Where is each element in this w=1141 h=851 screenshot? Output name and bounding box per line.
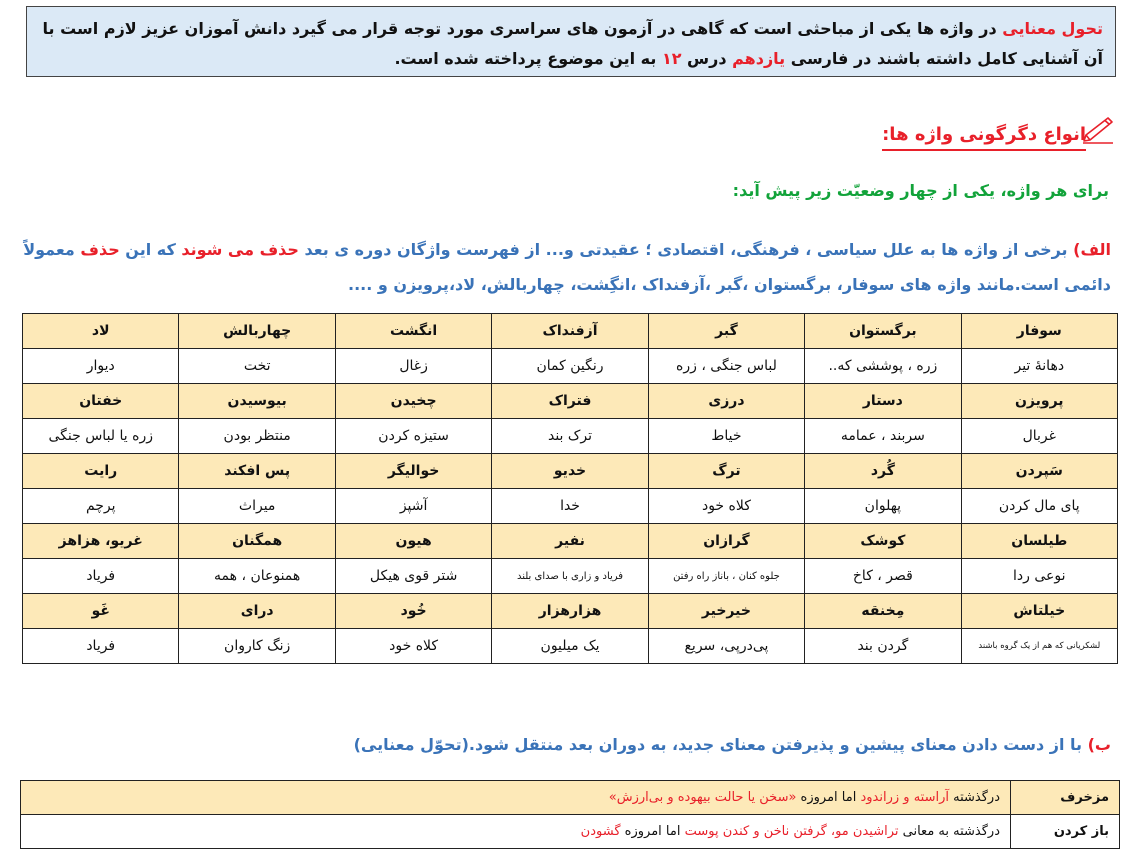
word-row bbox=[23, 314, 1118, 349]
intro-text-c: به این موضوع پرداخته شده است. bbox=[394, 49, 662, 68]
definition-prefix: درگذشته bbox=[949, 790, 1000, 805]
meaning-cell: پی‌درپی، سریع bbox=[648, 629, 804, 664]
word-cell: خیلتاش bbox=[961, 594, 1117, 629]
word-cell: همگنان bbox=[179, 524, 335, 559]
word-cell: غریو، هزاهز bbox=[23, 524, 179, 559]
definition-old: آراسته و زراندود bbox=[860, 790, 949, 805]
meaning-cell: جلوه کنان ، باناز راه رفتن bbox=[648, 559, 804, 594]
meaning-cell: شتر قوی هیکل bbox=[335, 559, 491, 594]
definition-old: تراشیدن مو، گرفتن ناخن و کندن پوست bbox=[684, 824, 899, 839]
meaning-cell: پهلوان bbox=[805, 489, 961, 524]
word-cell: فتراک bbox=[492, 384, 648, 419]
intro-text-a: در واژه ها یکی از مباحثی است که گاهی در آزمون های سراسری مورد توجه قرار می گیرد دانش آموزان عزیز لازم است با آن آشنایی کامل داشته باشند در فارسی bbox=[42, 19, 1103, 68]
meaning-cell: دهانهٔ تیر bbox=[961, 349, 1117, 384]
meaning-cell: غربال bbox=[961, 419, 1117, 454]
meaning-cell: زره یا لباس جنگی bbox=[23, 419, 179, 454]
meaning-cell: پای مال کردن bbox=[961, 489, 1117, 524]
pencil-icon bbox=[1081, 116, 1115, 144]
definition-prefix: درگذشته به معانی bbox=[898, 824, 1000, 839]
word-cell: طیلسان bbox=[961, 524, 1117, 559]
meaning-cell: فریاد و زاری با صدای بلند bbox=[492, 559, 648, 594]
meaning-row bbox=[23, 559, 1118, 594]
meaning-cell: میراث bbox=[179, 489, 335, 524]
definition-mid: اما امروزه bbox=[620, 824, 685, 839]
word-row bbox=[23, 384, 1118, 419]
para-b-label: ب) bbox=[1087, 735, 1111, 754]
intro-grade: یازدهم bbox=[732, 49, 786, 68]
word-cell: خیرخیر bbox=[648, 594, 804, 629]
definition-row bbox=[21, 815, 1120, 849]
para-a-text-c: معمولاً دائمی است.مانند واژه های سوفار، برگستوان ،گبر ،آزفنداک ،انگِشت، چهاربالش، لاد،پرویزن و .... bbox=[23, 240, 1111, 294]
meaning-cell: خدا bbox=[492, 489, 648, 524]
meaning-cell: کلاه خود bbox=[648, 489, 804, 524]
meaning-row bbox=[23, 629, 1118, 664]
meaning-cell: ترک بند bbox=[492, 419, 648, 454]
word-cell: آزفنداک bbox=[492, 314, 648, 349]
word-cell: گبر bbox=[648, 314, 804, 349]
word-cell: کوشک bbox=[805, 524, 961, 559]
word-cell: درزی bbox=[648, 384, 804, 419]
word-cell: چخیدن bbox=[335, 384, 491, 419]
intro-text-b: درس bbox=[681, 49, 733, 68]
definition-new: «سخن یا حالت بیهوده و بی‌ارزش» bbox=[608, 790, 797, 805]
para-a-deletion: حذف bbox=[80, 240, 120, 259]
definition-row bbox=[21, 781, 1120, 815]
meaning-cell: سربند ، عمامه bbox=[805, 419, 961, 454]
word-cell: لاد bbox=[23, 314, 179, 349]
meaning-cell: دیوار bbox=[23, 349, 179, 384]
meaning-cell: لباس جنگی ، زره bbox=[648, 349, 804, 384]
para-a-label: الف) bbox=[1073, 240, 1111, 259]
intro-box bbox=[26, 6, 1116, 77]
word-cell: بیوسیدن bbox=[179, 384, 335, 419]
meaning-cell: رنگین کمان bbox=[492, 349, 648, 384]
definition-new: گشودن bbox=[580, 824, 621, 839]
word-cell: مِخنقه bbox=[805, 594, 961, 629]
para-a-deleted: حذف می شوند bbox=[181, 240, 299, 259]
meaning-row bbox=[23, 349, 1118, 384]
word-cell: رایت bbox=[23, 454, 179, 489]
definition-term: مزخرف bbox=[1011, 781, 1120, 815]
word-cell: ترگ bbox=[648, 454, 804, 489]
words-table bbox=[22, 313, 1118, 664]
meaning-cell: پرچم bbox=[23, 489, 179, 524]
meaning-cell: آشپز bbox=[335, 489, 491, 524]
word-cell: چهاربالش bbox=[179, 314, 335, 349]
meaning-cell: زنگ کاروان bbox=[179, 629, 335, 664]
word-cell: خوالیگر bbox=[335, 454, 491, 489]
para-a-text-b: که این bbox=[119, 240, 182, 259]
intro-term: تحول معنایی bbox=[1002, 19, 1103, 38]
word-cell: دستار bbox=[805, 384, 961, 419]
word-row bbox=[23, 594, 1118, 629]
meaning-cell: یک میلیون bbox=[492, 629, 648, 664]
meaning-cell: همنوعان ، همه bbox=[179, 559, 335, 594]
meaning-cell: منتظر بودن bbox=[179, 419, 335, 454]
para-a-text-a: برخی از واژه ها به علل سیاسی ، فرهنگی، اقتصادی ؛ عقیدتی و... از فهرست واژگان دوره ی بعد bbox=[298, 240, 1074, 259]
meaning-cell: کلاه خود bbox=[335, 629, 491, 664]
word-cell: هزارهزار bbox=[492, 594, 648, 629]
word-cell: سوفار bbox=[961, 314, 1117, 349]
meaning-cell: فریاد bbox=[23, 559, 179, 594]
meaning-row bbox=[23, 489, 1118, 524]
word-cell: هیون bbox=[335, 524, 491, 559]
meaning-cell: خیاط bbox=[648, 419, 804, 454]
word-cell: خدیو bbox=[492, 454, 648, 489]
word-cell: درای bbox=[179, 594, 335, 629]
definitions-table bbox=[20, 780, 1120, 849]
definition-term: باز کردن bbox=[1011, 815, 1120, 849]
paragraph-a bbox=[21, 232, 1111, 302]
definition-text bbox=[21, 815, 1011, 849]
meaning-row bbox=[23, 419, 1118, 454]
word-cell: برگستوان bbox=[805, 314, 961, 349]
word-row bbox=[23, 454, 1118, 489]
meaning-cell: ستیزه کردن bbox=[335, 419, 491, 454]
meaning-cell: زره ، پوششی که.. bbox=[805, 349, 961, 384]
definition-text bbox=[21, 781, 1011, 815]
meaning-cell: قصر ، کاخ bbox=[805, 559, 961, 594]
meaning-cell: گردن بند bbox=[805, 629, 961, 664]
word-cell: گُرد bbox=[805, 454, 961, 489]
word-cell: سَپردن bbox=[961, 454, 1117, 489]
word-cell: پرویزن bbox=[961, 384, 1117, 419]
subtitle: برای هر واژه، یکی از چهار وضعیّت زیر پیش آید: bbox=[732, 181, 1109, 200]
definition-mid: اما امروزه bbox=[796, 790, 861, 805]
word-cell: انگشت bbox=[335, 314, 491, 349]
word-cell: پس افکند bbox=[179, 454, 335, 489]
paragraph-b bbox=[354, 735, 1111, 754]
word-row bbox=[23, 524, 1118, 559]
intro-lesson: ۱۲ bbox=[661, 49, 682, 68]
word-cell: گرازان bbox=[648, 524, 804, 559]
meaning-cell: زغال bbox=[335, 349, 491, 384]
meaning-cell: لشکریانی که هم از یک گروه باشند bbox=[961, 629, 1117, 664]
meaning-cell: تخت bbox=[179, 349, 335, 384]
meaning-cell: نوعی ردا bbox=[961, 559, 1117, 594]
section-title: انواع دگرگونی واژه ها: bbox=[882, 122, 1086, 151]
word-cell: خُود bbox=[335, 594, 491, 629]
word-cell: نفیر bbox=[492, 524, 648, 559]
meaning-cell: فریاد bbox=[23, 629, 179, 664]
word-cell: خفتان bbox=[23, 384, 179, 419]
para-b-text: با از دست دادن معنای پیشین و پذیرفتن معنای جدید، به دوران بعد منتقل شود.(تحوّل معنایی) bbox=[353, 735, 1088, 754]
word-cell: غَو bbox=[23, 594, 179, 629]
